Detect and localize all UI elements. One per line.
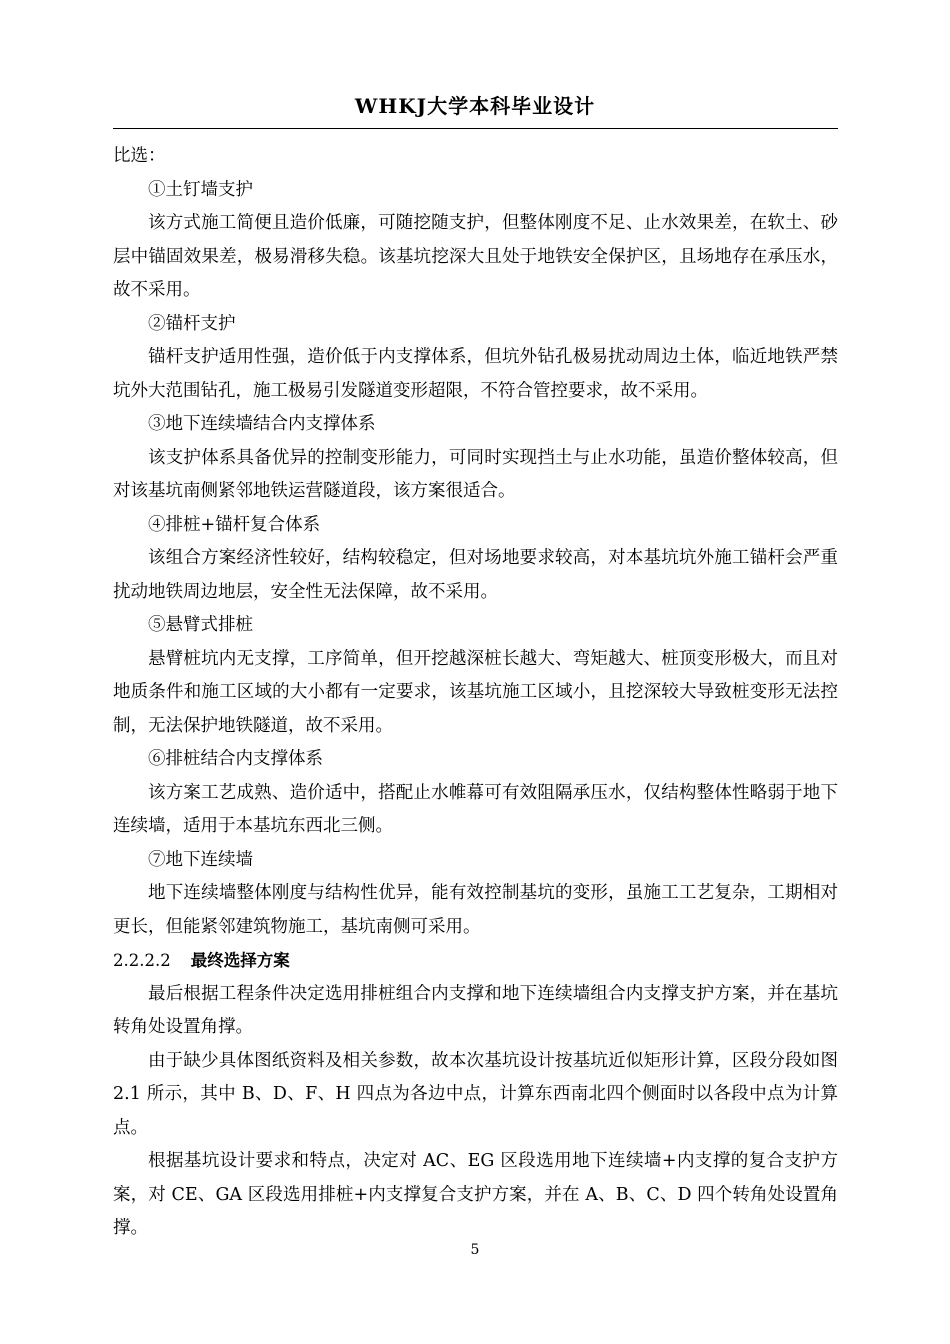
page-header-title: WHKJ大学本科毕业设计 [354, 94, 596, 118]
paragraph-pile-strut: 该方案工艺成熟、造价适中，搭配止水帷幕可有效阻隔承压水，仅结构整体性略弱于地下连续墙，适用于本基坑东西北三侧。 [113, 782, 838, 836]
paragraph-soil-nail: 该方式施工简便且造价低廉，可随挖随支护，但整体刚度不足、止水效果差，在软土、砂层中锚固效果差，极易滑移失稳。该基坑挖深大且处于地铁安全保护区，且场地存在承压水，故不采用。 [113, 213, 838, 300]
option-heading-pile-strut: ⑥排桩结合内支撑体系 [148, 749, 323, 769]
paragraph-anchor: 锚杆支护适用性强，造价低于内支撑体系，但坑外钻孔极易扰动周边土体，临近地铁严禁坑外大范围钻孔，施工极易引发隧道变形超限，不符合管控要求，故不采用。 [113, 347, 838, 401]
paragraph-diaphragm-wall: 地下连续墙整体刚度与结构性优异，能有效控制基坑的变形，虽施工工艺复杂，工期相对更长，但能紧邻建筑物施工，基坑南侧可采用。 [113, 883, 838, 937]
option-heading-anchor: ②锚杆支护 [148, 313, 236, 334]
paragraph-calculation-basis: 由于缺少具体图纸资料及相关参数，故本次基坑设计按基坑近似矩形计算，区段分段如图 2.1 所示，其中 B、D、F、H 四点为各边中点，计算东西南北四个侧面时以各段中点为计算点。 [113, 1050, 838, 1138]
document-body [113, 140, 838, 1246]
section-title: 最终选择方案 [190, 951, 290, 970]
option-heading-pile-anchor: ④排桩+锚杆复合体系 [148, 514, 321, 535]
header-rule [113, 128, 838, 129]
paragraph-diaphragm-strut: 该支护体系具备优异的控制变形能力，可同时实现挡土与止水功能，虽造价整体较高，但对该基坑南侧紧邻地铁运营隧道段，该方案很适合。 [113, 447, 838, 501]
paragraph-final-choice: 最后根据工程条件决定选用排桩组合内支撑和地下连续墙组合内支撑支护方案，并在基坑转角处设置角撑。 [113, 983, 838, 1037]
option-heading-soil-nail: ①土钉墙支护 [148, 179, 253, 200]
page-number: 5 [470, 1242, 480, 1258]
paragraph-cantilever: 悬臂桩坑内无支撑，工序简单，但开挖越深桩长越大、弯矩越大、桩顶变形极大，而且对地质条件和施工区域的大小都有一定要求，该基坑施工区域小，且挖深较大导致桩变形无法控制，无法保护地铁隧道，故不采用。 [113, 648, 838, 736]
paragraph-pile-anchor: 该组合方案经济性较好，结构较稳定，但对场地要求较高，对本基坑坑外施工锚杆会严重扰动地铁周边地层，安全性无法保障，故不采用。 [113, 548, 838, 602]
option-heading-diaphragm-strut: ③地下连续墙结合内支撑体系 [148, 414, 376, 434]
paragraph-intro: 比选： [113, 146, 166, 166]
option-heading-cantilever: ⑤悬臂式排桩 [148, 615, 253, 635]
paragraph-section-assignment: 根据基坑设计要求和特点，决定对 AC、EG 区段选用地下连续墙+内支撑的复合支护方案，对 CE、GA 区段选用排桩+内支撑复合支护方案，并在 A、B、C、D 四个转角处设置角撑。 [113, 1151, 838, 1238]
option-heading-diaphragm-wall: ⑦地下连续墙 [148, 849, 253, 870]
section-heading [113, 944, 838, 978]
section-number: 2.2.2.2 [113, 951, 171, 970]
